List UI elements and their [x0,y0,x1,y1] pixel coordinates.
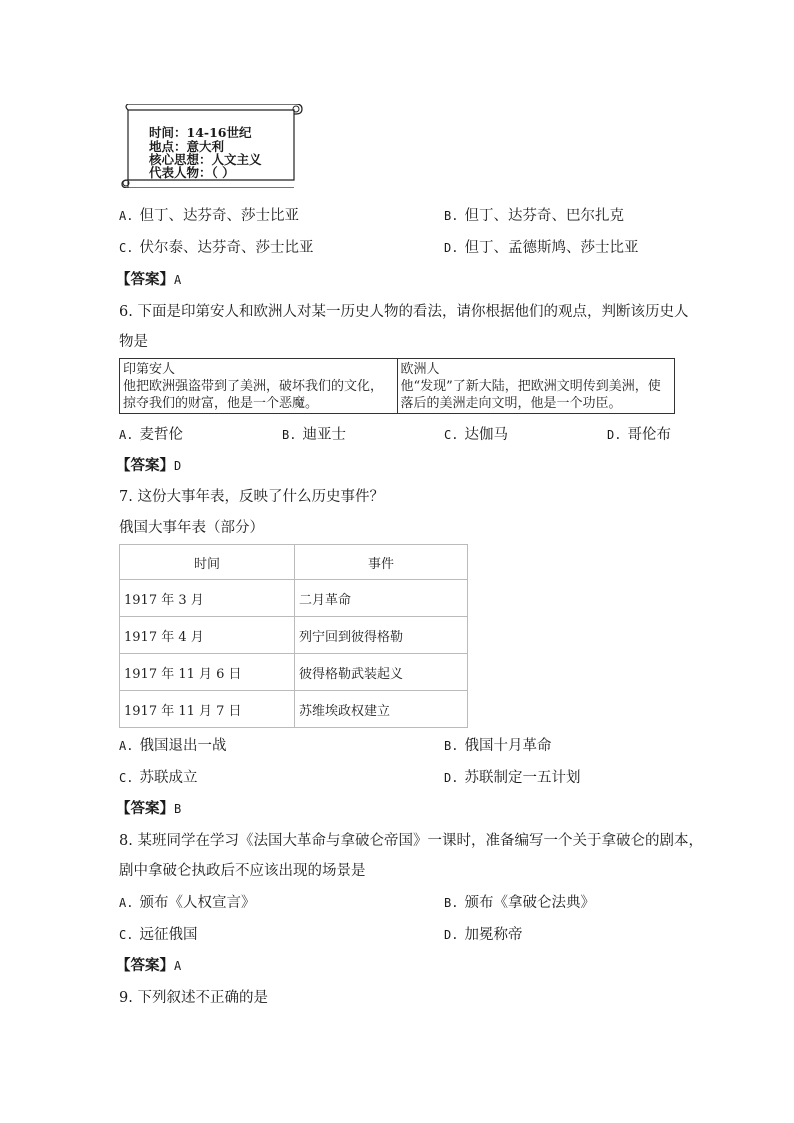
option-text: 加冕称帝 [464,927,523,943]
opinion-head: 欧洲人 [400,362,440,377]
option-b [444,893,595,913]
column-header-event: 事件 [295,545,468,580]
option-label: A. [119,428,134,442]
question-stem: 剧中拿破仑执政后不应该出现的场景是 [119,863,366,879]
option-a [119,206,299,226]
scroll-line: 核心思想：人文主义 [149,152,262,167]
option-text: 麦哲伦 [139,427,183,443]
cell-event: 彼得格勒武装起义 [295,654,468,691]
question-stem: 9. 下列叙述不正确的是 [119,990,268,1006]
option-label: C. [119,771,134,785]
option-label: C. [119,928,134,942]
option-text: 哥伦布 [627,427,671,443]
option-label: D. [607,428,622,442]
option-d [444,768,580,788]
cell-time: 1917 年 4 月 [120,617,295,654]
option-a [119,893,255,913]
scroll-line: 地点：意大利 [149,139,225,154]
option-label: B. [282,428,297,442]
option-a [119,736,226,756]
answer-value: A [174,273,182,287]
option-label: B. [444,739,459,753]
option-b [282,425,346,445]
option-text: 迪亚士 [302,427,346,443]
option-d [607,425,671,445]
option-text: 但丁、孟德斯鸠、莎士比亚 [464,240,639,256]
opinion-cell-indians [120,359,397,413]
opinion-head: 印第安人 [123,362,176,377]
option-label: D. [444,771,459,785]
table-row [120,691,468,728]
question-stem: 6. 下面是印第安人和欧洲人对某一历史人物的看法，请你根据他们的观点，判断该历史人 [119,304,689,320]
answer-line [116,456,181,476]
option-text: 颁布《人权宣言》 [139,895,256,911]
option-c [119,925,197,945]
table-row [120,654,468,691]
option-label: A. [119,896,134,910]
cell-time: 1917 年 3 月 [120,580,295,617]
answer-value: A [174,959,182,973]
option-c [444,425,508,445]
answer-line [116,956,181,976]
answer-line [116,270,181,290]
chronology-table [119,544,468,728]
option-text: 但丁、达芬奇、巴尔扎克 [464,208,624,224]
option-b [444,206,624,226]
option-text: 苏联制定一五计划 [464,770,581,786]
opinion-body: 他“发现”了新大陆，把欧洲文明传到美洲，使落后的美洲走向文明，他是一个功臣。 [400,379,661,411]
option-c [119,238,313,258]
answer-label: 【答案】 [116,457,174,474]
answer-line [116,799,181,819]
option-a [119,425,183,445]
scroll-line: 代表人物：（ ） [149,165,235,180]
answer-label: 【答案】 [116,800,174,817]
option-c [119,768,197,788]
option-d [444,925,522,945]
answer-value: D [174,459,182,473]
option-label: B. [444,209,459,223]
scroll-line: 时间：14-16世纪 [149,125,252,140]
option-text: 伏尔泰、达芬奇、莎士比亚 [139,240,314,256]
column-header-time: 时间 [120,545,295,580]
option-text: 但丁、达芬奇、莎士比亚 [139,208,299,224]
table-title: 俄国大事年表（部分） [119,520,264,536]
cell-time: 1917 年 11 月 6 日 [120,654,295,691]
cell-event: 二月革命 [295,580,468,617]
option-label: A. [119,209,134,223]
option-text: 达伽马 [464,427,508,443]
option-text: 远征俄国 [139,927,198,943]
answer-value: B [174,802,182,816]
question-stem: 物是 [119,334,148,350]
answer-label: 【答案】 [116,271,174,288]
table-header-row [120,545,468,580]
option-text: 苏联成立 [139,770,198,786]
option-label: D. [444,928,459,942]
option-label: C. [444,428,459,442]
option-d [444,238,638,258]
opinion-table [119,358,675,414]
opinion-cell-europeans [397,359,675,413]
cell-time: 1917 年 11 月 7 日 [120,691,295,728]
option-b [444,736,551,756]
option-label: B. [444,896,459,910]
option-text: 俄国退出一战 [139,738,227,754]
option-text: 俄国十月革命 [464,738,552,754]
answer-label: 【答案】 [116,957,174,974]
question-stem: 8. 某班同学在学习《法国大革命与拿破仑帝国》一课时，准备编写一个关于拿破仑的剧本， [119,833,703,849]
question-stem: 7. 这份大事年表，反映了什么历史事件？ [119,489,384,505]
option-label: D. [444,241,459,255]
option-label: C. [119,241,134,255]
table-row [120,617,468,654]
option-text: 颁布《拿破仑法典》 [464,895,595,911]
opinion-body: 他把欧洲强盗带到了美洲，破坏我们的文化，掠夺我们的财富，他是一个恶魔。 [123,379,384,411]
table-row [120,580,468,617]
cell-event: 列宁回到彼得格勒 [295,617,468,654]
cell-event: 苏维埃政权建立 [295,691,468,728]
option-label: A. [119,739,134,753]
